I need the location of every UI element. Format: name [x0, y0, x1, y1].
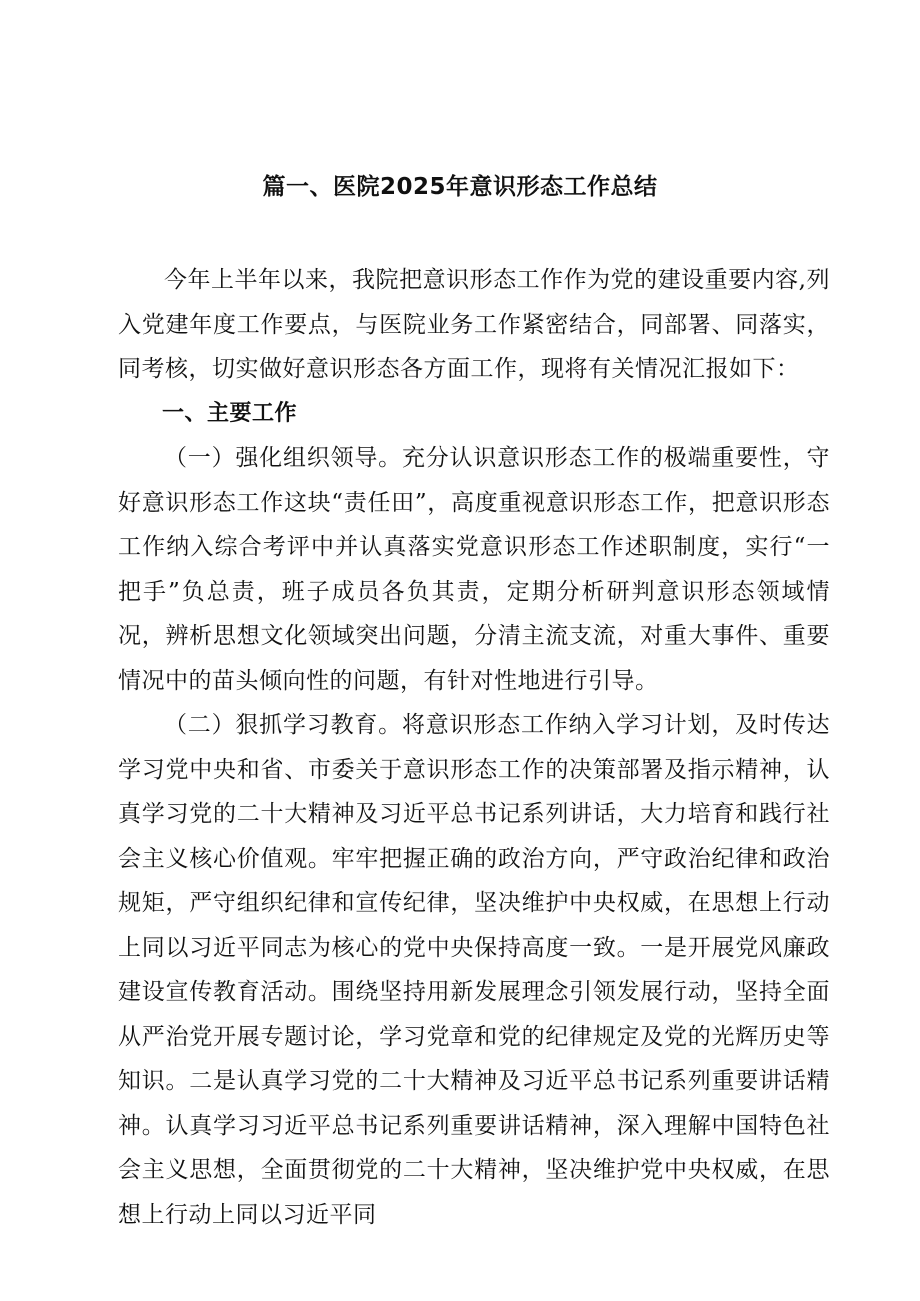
paragraph-study-education: （二）狠抓学习教育。将意识形态工作纳入学习计划，及时传达学习党中央和省、市委关于意识形态工作的决策部署及指示精神，认真学习党的二十大精神及习近平总书记系列讲话，大力培育和践行社会主义核心价值观。牢牢把握正确的政治方向，严守政治纪律和政治规矩，严守组织纪律和宣传纪律，坚决维护中央权威，在思想上行动上同以习近平同志为核心的党中央保持高度一致。一是开展党风廉政建设宣传教育活动。围绕坚持用新发展理念引领发展行动，坚持全面从严治党开展专题讨论，学习党章和党的纪律规定及党的光辉历史等知识。二是认真学习党的二十大精神及习近平总书记系列重要讲话精神。认真学习习近平总书记系列重要讲话精神，深入理解中国特色社会主义思想，全面贯彻党的二十大精神，坚决维护党中央权威，在思想上行动上同以习近平同: [118, 712, 830, 1228]
intro-paragraph: 今年上半年以来，我院把意识形态工作作为党的建设重要内容,列入党建年度工作要点，与医院业务工作紧密结合，同部署、同落实，同考核，切实做好意识形态各方面工作，现将有关情况汇报如下：: [118, 267, 830, 382]
document-title: 篇一、医院2025年意识形态工作总结: [262, 174, 658, 200]
section-heading-main-work: 一、主要工作: [162, 400, 298, 426]
document-body: [118, 258, 830, 1237]
paragraph-organization-leadership: （一）强化组织领导。充分认识意识形态工作的极端重要性，守好意识形态工作这块“责任田”，高度重视意识形态工作，把意识形态工作纳入综合考评中并认真落实党意识形态工作述职制度，实行“一把手”负总责，班子成员各负其责，定期分析研判意识形态领域情况，辨析思想文化领域突出问题，分清主流支流，对重大事件、重要情况中的苗头倾向性的问题，有针对性地进行引导。: [118, 445, 830, 694]
